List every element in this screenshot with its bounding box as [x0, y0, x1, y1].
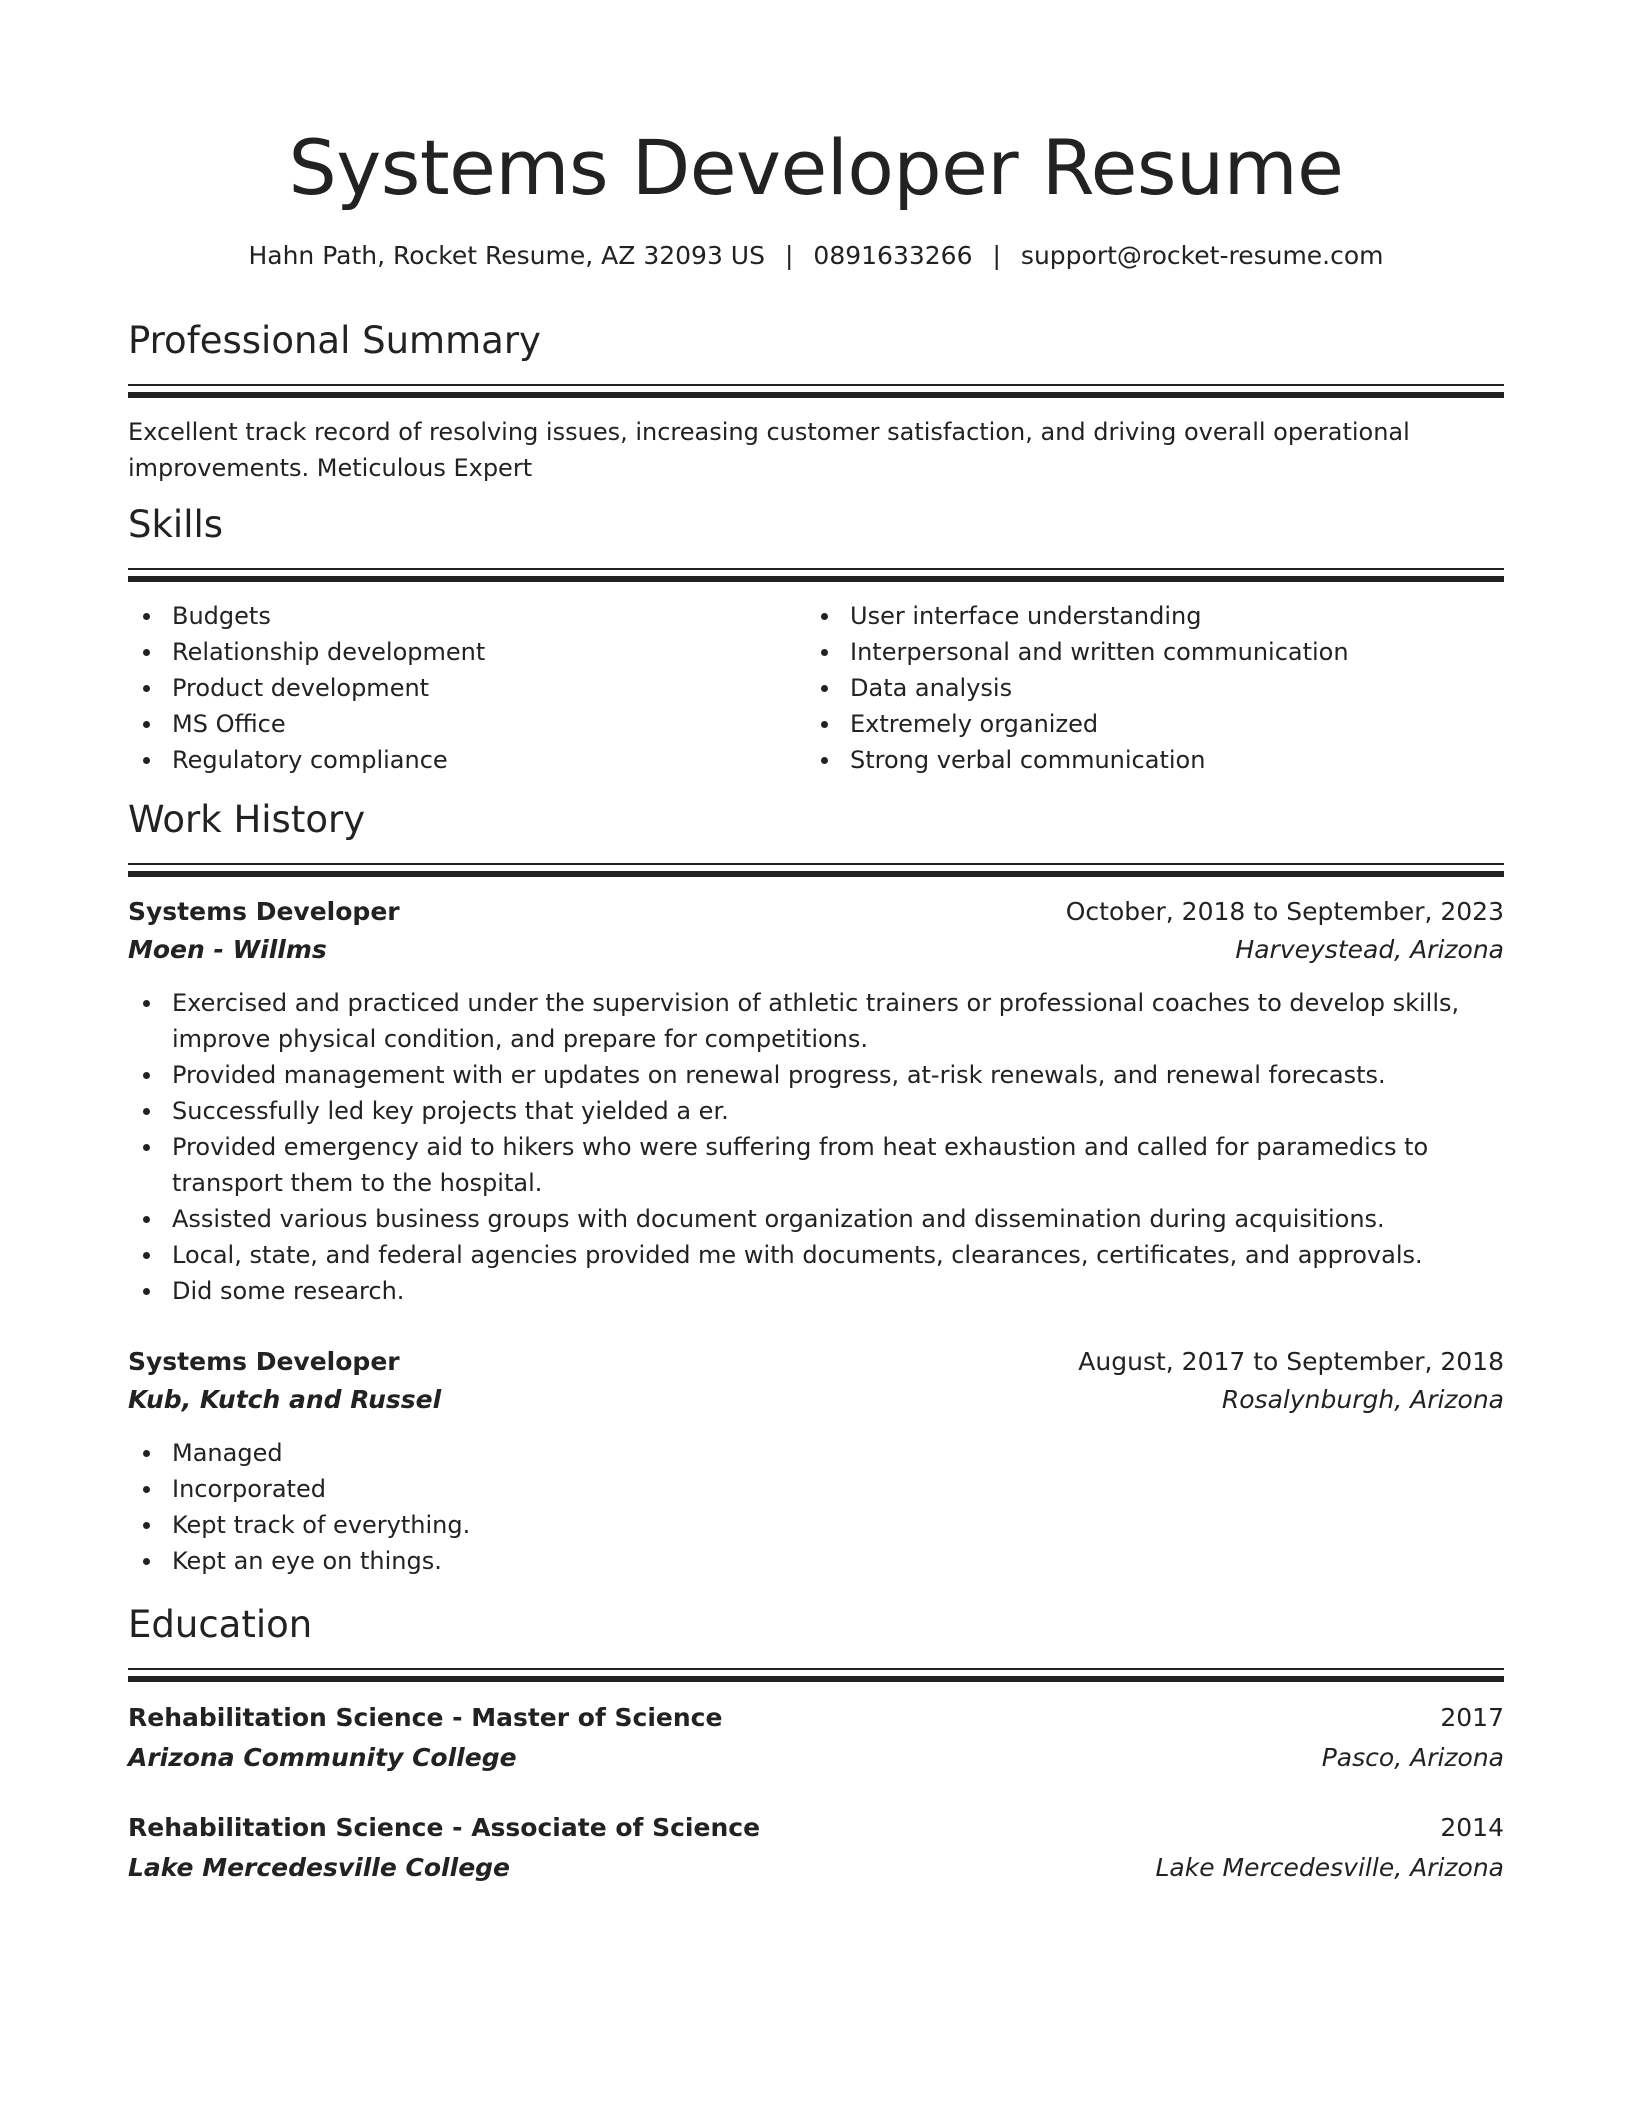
section-heading: Professional Summary: [128, 319, 541, 362]
work-history-section: [128, 795, 1504, 1579]
job-title: Systems Developer: [128, 897, 400, 926]
job-bullets: [128, 1435, 1504, 1579]
section-heading: Work History: [128, 798, 366, 841]
education-subheader: [128, 1848, 1504, 1888]
skills-list: [128, 598, 1504, 778]
job-bullet: Exercised and practiced under the supervision of athletic trainers or professional coaches to develop skills, improve physical condition, and prepare for competitions.: [128, 985, 1504, 1057]
education-school: Arizona Community College: [128, 1743, 517, 1772]
job-bullet: Kept an eye on things.: [128, 1543, 1504, 1579]
education-entry: [128, 1808, 1504, 1888]
job-dates: August, 2017 to September, 2018: [1078, 1347, 1504, 1376]
section-divider: [128, 384, 1504, 398]
job-bullet: Kept track of everything.: [128, 1507, 1504, 1543]
skills-column-left: [128, 598, 806, 778]
section-divider: [128, 863, 1504, 877]
skills-section: [128, 500, 1504, 778]
job-header: [128, 893, 1504, 931]
job-bullet: Did some research.: [128, 1273, 1504, 1309]
skill-item: MS Office: [128, 706, 806, 742]
job-subheader: [128, 1381, 1504, 1419]
education-header: [128, 1698, 1504, 1738]
education-section: [128, 1600, 1504, 1888]
skill-item: Relationship development: [128, 634, 806, 670]
education-degree: Rehabilitation Science - Associate of Science: [128, 1813, 761, 1842]
job-dates: October, 2018 to September, 2023: [1065, 897, 1504, 926]
job-bullet: Provided emergency aid to hikers who were suffering from heat exhaustion and called for paramedics to transport them to the hospital.: [128, 1129, 1504, 1201]
contact-phone: 0891633266: [813, 241, 973, 270]
job-title: Systems Developer: [128, 1347, 400, 1376]
job-company: Kub, Kutch and Russel: [128, 1385, 442, 1414]
education-year: 2014: [1440, 1813, 1504, 1842]
job-bullet: Provided management with er updates on renewal progress, at-risk renewals, and renewal forecasts.: [128, 1057, 1504, 1093]
education-location: Lake Mercedesville, Arizona: [1155, 1853, 1504, 1882]
job-header: [128, 1343, 1504, 1381]
skill-item: User interface understanding: [806, 598, 1484, 634]
contact-separator: |: [992, 241, 1001, 270]
job-location: Harveystead, Arizona: [1235, 935, 1504, 964]
job-bullet: Local, state, and federal agencies provided me with documents, clearances, certificates, and approvals.: [128, 1237, 1504, 1273]
contact-line: [128, 236, 1504, 276]
job-entry: [128, 1343, 1504, 1579]
job-bullet: Incorporated: [128, 1471, 1504, 1507]
education-location: Pasco, Arizona: [1321, 1743, 1504, 1772]
education-degree: Rehabilitation Science - Master of Science: [128, 1703, 723, 1732]
section-heading: Skills: [128, 503, 224, 546]
education-header: [128, 1808, 1504, 1848]
skill-item: Budgets: [128, 598, 806, 634]
skill-item: Interpersonal and written communication: [806, 634, 1484, 670]
education-year: 2017: [1440, 1703, 1504, 1732]
education-entry: [128, 1698, 1504, 1778]
job-bullet: Successfully led key projects that yielded a er.: [128, 1093, 1504, 1129]
summary-text: Excellent track record of resolving issues, increasing customer satisfaction, and driving overall operational improvements. Meticulous Expert: [128, 418, 1410, 482]
skill-item: Strong verbal communication: [806, 742, 1484, 778]
skill-item: Regulatory compliance: [128, 742, 806, 778]
job-company: Moen - Willms: [128, 935, 327, 964]
job-bullet: Managed: [128, 1435, 1504, 1471]
skill-item: Product development: [128, 670, 806, 706]
education-subheader: [128, 1738, 1504, 1778]
skill-item: Data analysis: [806, 670, 1484, 706]
skills-column-right: [806, 598, 1484, 778]
summary-section: [128, 316, 1504, 486]
contact-separator: |: [784, 241, 794, 270]
skill-item: Extremely organized: [806, 706, 1484, 742]
contact-email: support@rocket-resume.com: [1020, 241, 1384, 270]
job-bullet: Assisted various business groups with document organization and dissemination during acquisitions.: [128, 1201, 1504, 1237]
section-heading: Education: [128, 1603, 313, 1646]
contact-address: Hahn Path, Rocket Resume, AZ 32093 US: [248, 241, 765, 270]
education-school: Lake Mercedesville College: [128, 1853, 510, 1882]
job-bullets: [128, 985, 1504, 1309]
job-entry: [128, 893, 1504, 1309]
job-location: Rosalynburgh, Arizona: [1221, 1385, 1504, 1414]
job-subheader: [128, 931, 1504, 969]
section-divider: [128, 1668, 1504, 1682]
resume-title: Systems Developer Resume: [288, 123, 1344, 212]
section-divider: [128, 568, 1504, 582]
